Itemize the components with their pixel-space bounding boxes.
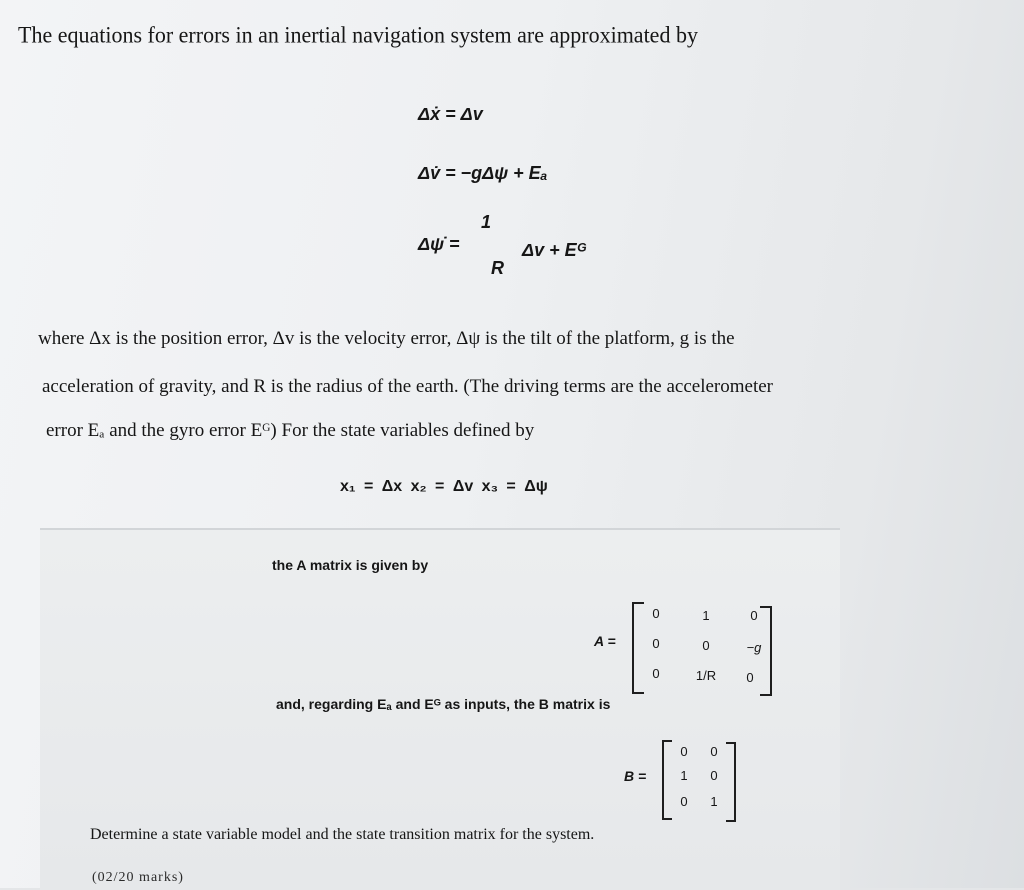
equation-tilt-rhs: Δv + Eᴳ	[522, 240, 587, 260]
marks-text-cut-off: (02/20 marks)	[92, 870, 184, 885]
a-matrix-cell: 0	[750, 608, 758, 623]
b-matrix-cell: 0	[710, 768, 718, 783]
a-matrix-cell: 0	[652, 666, 660, 681]
a-matrix	[628, 602, 788, 694]
a-matrix-cell: 1	[702, 608, 710, 623]
state-variable-definitions: x₁ = Δx x₂ = Δv x₃ = Δψ	[340, 478, 548, 495]
b-matrix-cell: 0	[680, 744, 688, 759]
b-matrix-left-bracket	[662, 740, 672, 820]
paragraph-line-2: acceleration of gravity, and R is the radius of the earth. (The driving terms are the accelerometer	[42, 376, 773, 397]
paragraph-line-3: error Eₐ and the gyro error Eᴳ) For the state variables defined by	[46, 420, 535, 441]
question-text: Determine a state variable model and the state transition matrix for the system.	[90, 826, 595, 843]
paragraph-line-1: where Δx is the position error, Δv is the velocity error, Δψ is the tilt of the platform, g is the	[38, 328, 735, 349]
b-matrix-right-bracket	[726, 742, 736, 822]
equation-velocity: Δv̇ = −gΔψ + Eₐ	[418, 163, 548, 183]
b-matrix-cell: 1	[710, 794, 718, 809]
a-matrix-cell: 0	[652, 636, 660, 651]
b-matrix-label: B =	[624, 768, 647, 784]
equation-tilt-denominator: R	[491, 258, 504, 278]
a-matrix-cell: 0	[702, 638, 710, 653]
equation-position: Δẋ = Δv	[418, 104, 483, 124]
a-matrix-cell: 0	[652, 606, 660, 621]
a-matrix-cell: −g	[746, 640, 762, 655]
b-matrix-cell: 0	[710, 744, 718, 759]
intro-text: The equations for errors in an inertial navigation system are approximated by	[18, 21, 698, 48]
equation-tilt-lhs: Δψ̇ =	[418, 234, 460, 254]
b-matrix-cell: 1	[680, 768, 688, 783]
b-matrix-intro: and, regarding Eₐ and Eᴳ as inputs, the B matrix is	[276, 696, 611, 712]
a-matrix-cell: 1/R	[695, 668, 717, 683]
a-matrix-label: A =	[594, 633, 616, 649]
b-matrix-cell: 0	[680, 794, 688, 809]
equation-tilt-numerator: 1	[481, 212, 492, 232]
b-matrix	[662, 740, 742, 820]
a-matrix-cell: 0	[746, 670, 754, 685]
a-matrix-intro: the A matrix is given by	[272, 557, 429, 573]
